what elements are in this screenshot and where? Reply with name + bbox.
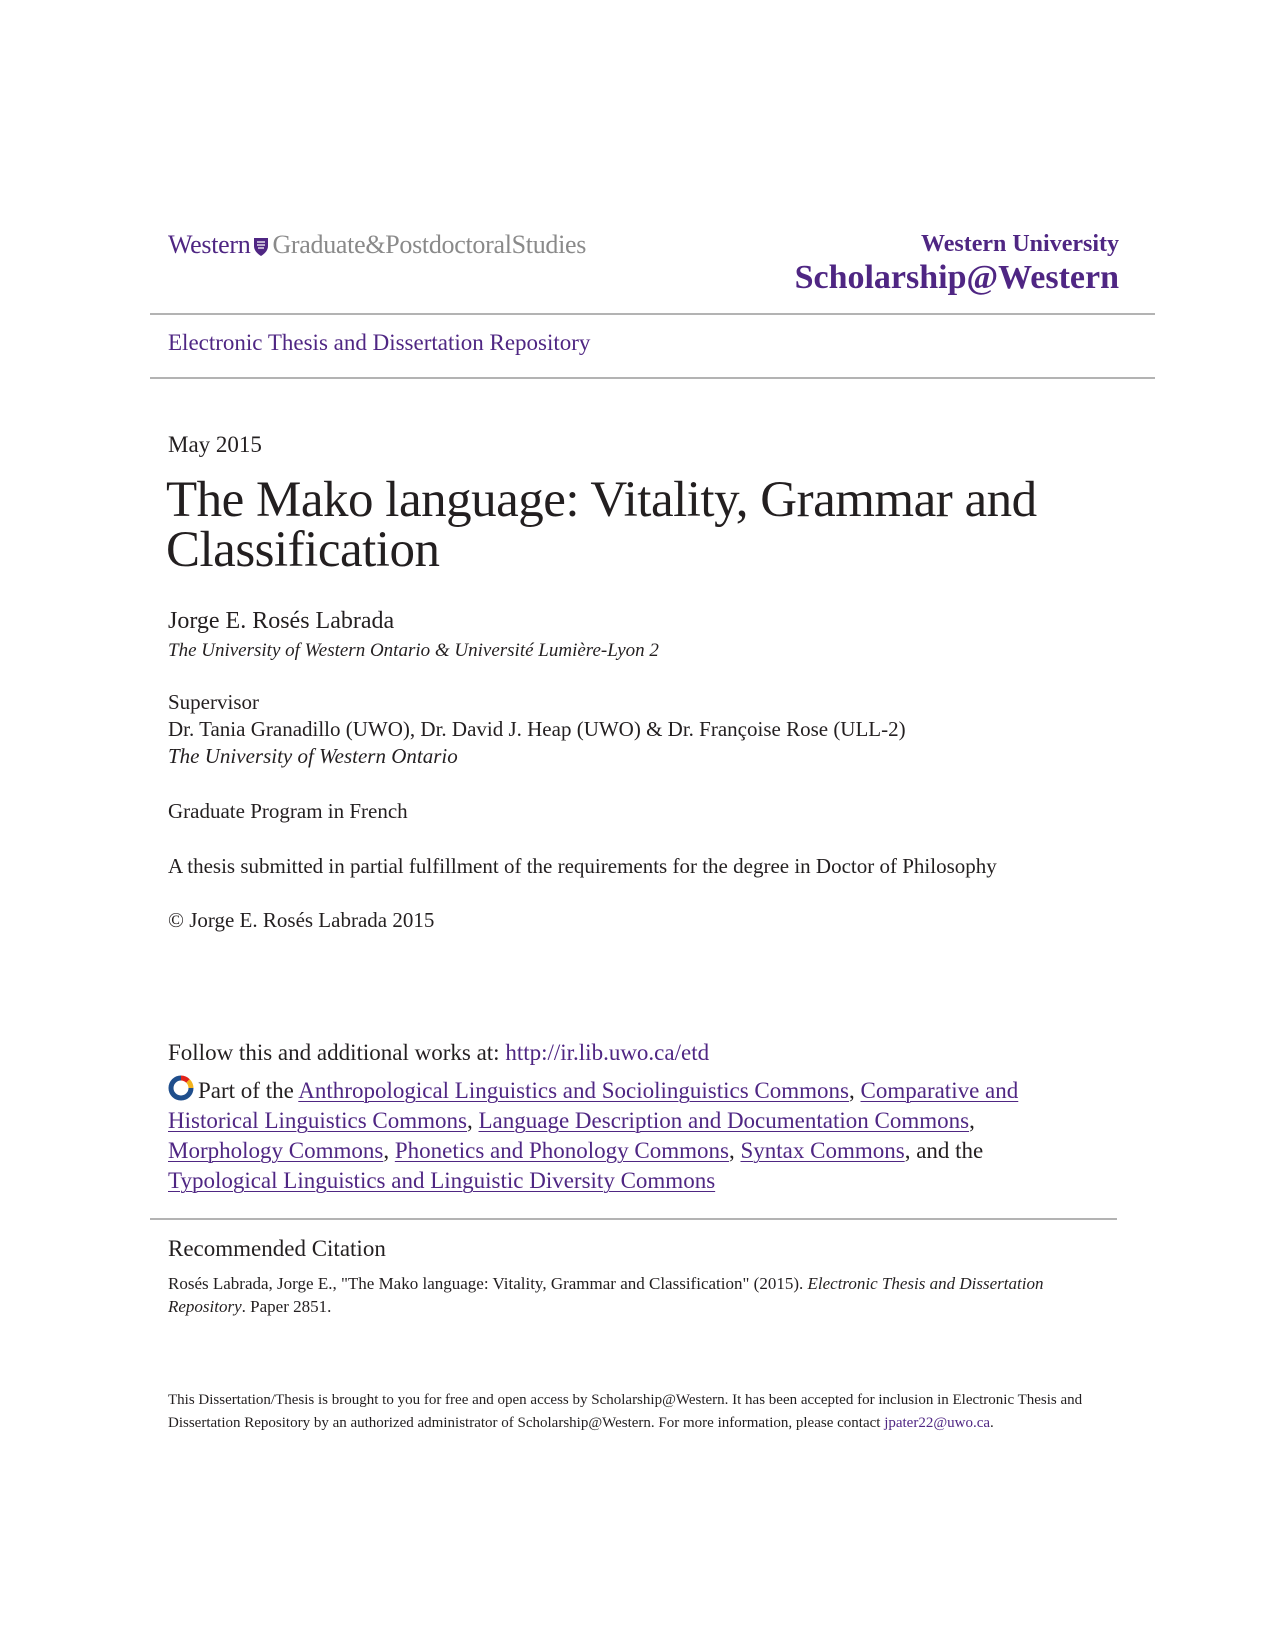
separator: , [849, 1078, 861, 1103]
commons-link[interactable]: Typological Linguistics and Linguistic Diversity Commons [168, 1168, 716, 1193]
thesis-title: The Mako language: Vitality, Grammar and Classification [166, 472, 1037, 578]
citation-italic: Electronic Thesis and Dissertation Repository [168, 1274, 1044, 1316]
and-the-text: , and the [904, 1138, 984, 1163]
part-of-prefix: Part of the [198, 1078, 299, 1103]
contact-email-link[interactable]: jpater22@uwo.ca [884, 1415, 991, 1431]
separator: , [728, 1138, 741, 1163]
divider [150, 313, 1155, 315]
logo-studies-text: Graduate&PostdoctoralStudies [272, 230, 587, 259]
follow-line [168, 1040, 709, 1066]
divider [150, 377, 1155, 379]
separator: , [383, 1138, 395, 1163]
thesis-statement: A thesis submitted in partial fulfillment of the requirements for the degree in Doctor of Philosophy [168, 854, 997, 878]
publication-date: May 2015 [168, 432, 262, 457]
supervisor-label: Supervisor [168, 690, 259, 714]
etd-url-link[interactable]: http://ir.lib.uwo.ca/etd [505, 1040, 710, 1065]
author-institution: The University of Western Ontario & Université Lumière-Lyon 2 [168, 640, 659, 661]
logo-western-university: Western University [921, 231, 1119, 257]
author-name: Jorge E. Rosés Labrada [168, 608, 395, 634]
citation-text [168, 1272, 1048, 1318]
citation-end: . Paper 2851. [241, 1297, 332, 1316]
commons-link[interactable]: Language Description and Documentation Commons [478, 1108, 970, 1133]
shield-icon [253, 237, 269, 257]
separator: , [969, 1108, 975, 1133]
commons-link[interactable]: Syntax Commons [740, 1138, 905, 1163]
copyright-notice: © Jorge E. Rosés Labrada 2015 [168, 908, 435, 932]
supervisor-names: Dr. Tania Granadillo (UWO), Dr. David J. Heap (UWO) & Dr. Françoise Rose (ULL-2) [168, 717, 906, 741]
separator: , [467, 1108, 479, 1133]
supervisor-institution: The University of Western Ontario [168, 744, 458, 768]
commons-logo-icon [168, 1075, 194, 1101]
follow-text: Follow this and additional works at: [168, 1040, 506, 1065]
repository-link[interactable]: Electronic Thesis and Dissertation Repository [168, 330, 591, 355]
graduate-studies-logo [168, 230, 586, 260]
logo-scholarship-western: Scholarship@Western [794, 259, 1119, 296]
scholarship-western-logo [795, 230, 1119, 298]
commons-link[interactable]: Comparative and Historical Linguistics Commons [168, 1078, 1019, 1133]
citation-plain: Rosés Labrada, Jorge E., "The Mako language: Vitality, Grammar and Classification" (2015). [168, 1274, 808, 1293]
divider [150, 1218, 1117, 1220]
logo-western-text: Western [168, 230, 251, 259]
citation-heading: Recommended Citation [168, 1236, 386, 1261]
commons-link[interactable]: Phonetics and Phonology Commons [394, 1138, 729, 1163]
graduate-program: Graduate Program in French [168, 799, 408, 823]
footer-end: . [990, 1415, 994, 1431]
footer-notice [168, 1389, 1088, 1435]
commons-link[interactable]: Morphology Commons [168, 1138, 384, 1163]
part-of-commons [168, 1075, 1048, 1196]
footer-text: This Dissertation/Thesis is brought to you for free and open access by Scholarship@Western. It has been accepted for inclusion in Electronic Thesis and Dissertation Repository by an authorized administrator of Scholarship@Western. For more information, please contact [168, 1392, 1083, 1431]
commons-link[interactable]: Anthropological Linguistics and Sociolinguistics Commons [298, 1078, 849, 1103]
